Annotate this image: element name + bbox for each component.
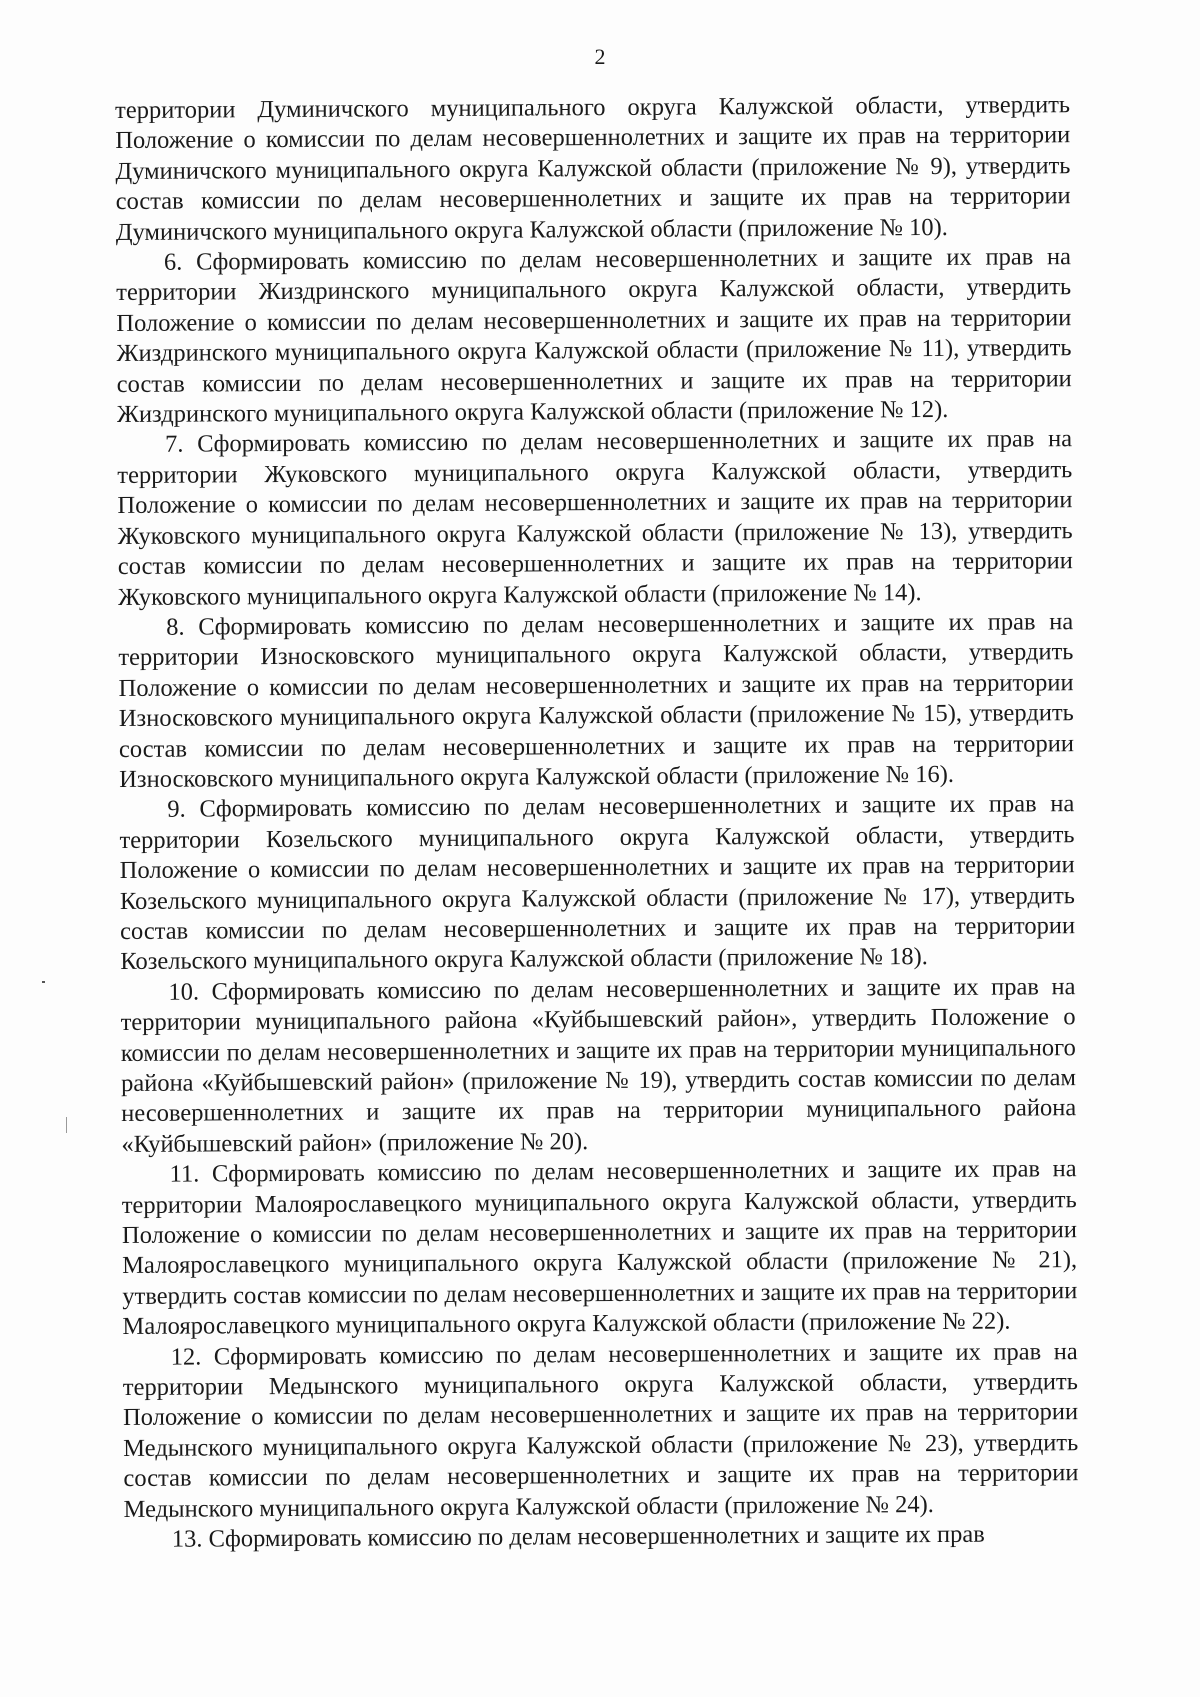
scan-mark <box>42 981 45 983</box>
paragraph-item-13: 13. Сформировать комиссию по делам несовершеннолетних и защите их прав <box>171 1520 985 1553</box>
paragraph-item-11: 11. Сформировать комиссию по делам несовершеннолетних и защите их прав на территории Малоярославецкого муниципального округа Калужской области, утвердить Положение о комиссии по делам несовершеннолетних и защите их прав на территории Малоярославецкого муниципального округа Калужской области (приложение № 21), утвердить состав комиссии по делам несовершеннолетних и защите их прав на территории Малоярославецкого муниципального округа Калужской области (приложение № 22). <box>121 1155 1078 1341</box>
paragraph-item-9: 9. Сформировать комиссию по делам несовершеннолетних и защите их прав на территории Козельского муниципального округа Калужской области, утвердить Положение о комиссии по делам несовершеннолетних и защите их прав на территории Козельского муниципального округа Калужской области (приложение № 17), утвердить состав комиссии по делам несовершеннолетних и защите их прав на территории Козельского муниципального округа Калужской области (приложение № 18). <box>119 790 1076 976</box>
paragraph-item-6: 6. Сформировать комиссию по делам несовершеннолетних и защите их прав на территории Жиздринского муниципального округа Калужской области, утвердить Положение о комиссии по делам несовершеннолетних и защите их прав на территории Жиздринского муниципального округа Калужской области (приложение № 11), утвердить состав комиссии по делам несовершеннолетних и защите их прав на территории Жиздринского муниципального округа Калужской области (приложение № 12). <box>116 243 1072 429</box>
paragraph-item-12: 12. Сформировать комиссию по делам несовершеннолетних и защите их прав на территории Медынского муниципального округа Калужской области, утвердить Положение о комиссии по делам несовершеннолетних и защите их прав на территории Медынского муниципального округа Калужской области (приложение № 23), утвердить состав комиссии по делам несовершеннолетних и защите их прав на территории Медынского муниципального округа Калужской области (приложение № 24). <box>122 1337 1079 1523</box>
paragraph-item-8: 8. Сформировать комиссию по делам несовершеннолетних и защите их прав на территории Износковского муниципального округа Калужской области, утвердить Положение о комиссии по делам несовершеннолетних и защите их прав на территории Износковского муниципального округа Калужской области (приложение № 15), утвердить состав комиссии по делам несовершеннолетних и защите их прав на территории Износковского муниципального округа Калужской области (приложение № 16). <box>118 608 1075 793</box>
paragraph-item-7: 7. Сформировать комиссию по делам несовершеннолетних и защите их прав на территории Жуковского муниципального округа Калужской области, утвердить Положение о комиссии по делам несовершеннолетних и защите их прав на территории Жуковского муниципального округа Калужской области (приложение № 13), утвердить состав комиссии по делам несовершеннолетних и защите их прав на территории Жуковского муниципального округа Калужской области (приложение № 14). <box>117 425 1073 611</box>
scan-mark <box>66 1117 67 1133</box>
page-number: 2 <box>594 44 606 69</box>
paragraph-continuation: территории Думиничского муниципального округа Калужской области, утвердить Положение о комиссии по делам несовершеннолетних и защите их прав на территории Думиничского муниципального округа Калужской области (приложение № 9), утвердить состав комиссии по делам несовершеннолетних и защите их прав на территории Думиничского муниципального округа Калужской области (приложение № 10). <box>115 91 1071 246</box>
paragraph-item-10: 10. Сформировать комиссию по делам несовершеннолетних и защите их прав на территории муниципального района «Куйбышевский район», утвердить Положение о комиссии по делам несовершеннолетних и защите их прав на территории муниципального района «Куйбышевский район» (приложение № 19), утвердить состав комиссии по делам несовершеннолетних и защите их прав на территории муниципального района «Куйбышевский район» (приложение № 20). <box>120 972 1077 1158</box>
document-body <box>115 90 1079 1555</box>
